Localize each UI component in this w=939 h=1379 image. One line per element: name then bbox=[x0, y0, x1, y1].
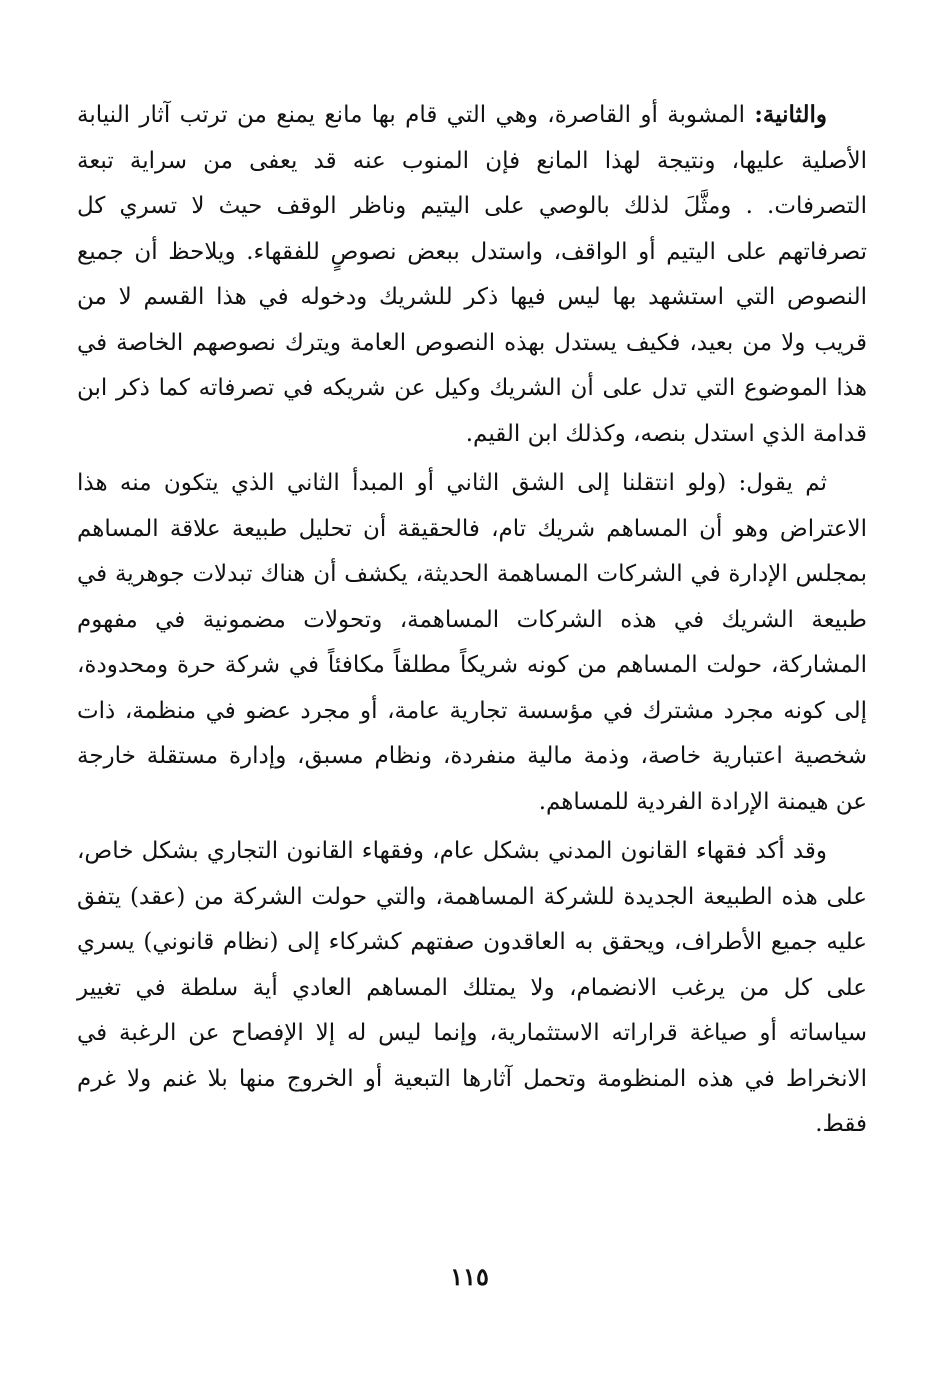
page-number: ١١٥ bbox=[450, 1262, 489, 1291]
paragraph-2: ثم يقول: (ولو انتقلنا إلى الشق الثاني أو المبدأ الثاني الذي يتكون منه هذا الاعتراض وهو أن المساهم شريك تام، فالحقيقة أن تحليل طبيعة علاقة المساهم بمجلس الإدارة في الشركات المساهمة الحديثة، يكشف أن هناك تبدلات جوهرية في طبيعة الشريك في هذه الشركات المساهمة، وتحولات مضمونية في مفهوم المشاركة، حولت المساهم من كونه شريكاً مطلقاً مكافئاً في شركة حرة ومحدودة، إلى كونه مجرد مشترك في مؤسسة تجارية عامة، أو مجرد عضو في منظمة، ذات شخصية اعتبارية خاصة، وذمة مالية منفردة، ونظام مسبق، وإدارة مستقلة خارجة عن هيمنة الإرادة الفردية للمساهم. bbox=[77, 470, 867, 815]
paragraph-1-lead-term: والثانية: bbox=[754, 101, 827, 128]
paragraph-1 bbox=[77, 92, 867, 457]
document-page bbox=[77, 92, 867, 1148]
paragraph-1-text: المشوبة أو القاصرة، وهي التي قام بها مانع يمنع من ترتب آثار النيابة الأصلية عليها، ونتيجة لهذا المانع فإن المنوب عنه قد يعفى من سراية تبعة التصرفات. . ومثَّلَ لذلك بالوصي على اليتيم وناظر الوقف حيث لا تسري كل تصرفاتهم على اليتيم أو الواقف، واستدل ببعض نصوصٍ للفقهاء. ويلاحظ أن جميع النصوص التي استشهد بها ليس فيها ذكر للشريك ودخوله في هذا القسم لا من قريب ولا من بعيد، فكيف يستدل بهذه النصوص العامة ويترك نصوصهم الخاصة في هذا الموضوع التي تدل على أن الشريك وكيل عن شريكه في تصرفاته كما ذكر ابن قدامة الذي استدل بنصه، وكذلك ابن القيم. bbox=[77, 102, 867, 447]
paragraph-3: وقد أكد فقهاء القانون المدني بشكل عام، وفقهاء القانون التجاري بشكل خاص، على هذه الطبيعة الجديدة للشركة المساهمة، والتي حولت الشركة من (عقد) يتفق عليه جميع الأطراف، ويحقق به العاقدون صفتهم كشركاء إلى (نظام قانوني) يسري على كل من يرغب الانضمام، ولا يمتلك المساهم العادي أية سلطة في تغيير سياساته أو صياغة قراراته الاستثمارية، وإنما ليس له إلا الإفصاح عن الرغبة في الانخراط في هذه المنظومة وتحمل آثارها التبعية أو الخروج منها بلا غنم ولا غرم فقط. bbox=[77, 838, 867, 1137]
